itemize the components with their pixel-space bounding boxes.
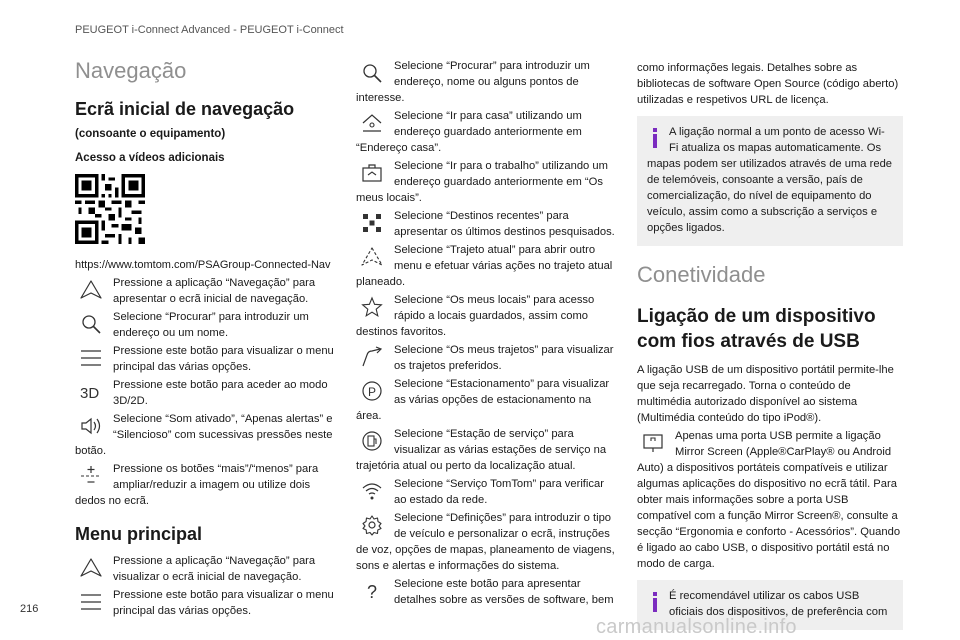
list-item: Pressione a aplicação “Navegação” para apresentar o ecrã inicial de navegação. — [75, 275, 343, 307]
info-icon — [647, 126, 663, 150]
list-item: Selecione “Definições” para introduzir o tipo de veículo e personalizar o ecrã, instruções de voz, opções de mapas, planeamento de viagens, sons e alertas e informações do sistema. — [356, 512, 615, 572]
column-3 — [637, 58, 903, 640]
list-item: Selecione “Ir para o trabalho” utilizando um endereço guardado anteriormente em “Os meus locais”. — [356, 160, 608, 204]
current-route-icon — [356, 243, 388, 271]
heading-nav-home: Ecrã inicial de navegação — [75, 99, 295, 119]
svg-text:P: P — [368, 385, 377, 399]
sound-icon — [75, 412, 107, 440]
list-item: Selecione “Os meus locais” para acesso rápido a locais guardados, assim como destinos favoritos. — [356, 294, 595, 338]
parking-icon — [356, 377, 388, 405]
3d-mode-icon — [75, 378, 107, 406]
recent-destinations-icon — [356, 209, 388, 237]
zoom-plus-minus-icon — [75, 462, 107, 490]
search-icon — [75, 310, 107, 338]
info-note: A ligação normal a um ponto de acesso Wi-Fi atualiza os mapas automaticamente. Os mapas podem ser utilizados através de uma rede de telemóveis, consoante a versão, país de comercialização, do nível de equipamento do veículo, assim como a subscrição a serviços e opções ligados. — [637, 116, 903, 246]
list-item: Selecione “Trajeto atual” para abrir outro menu e efetuar várias ações no trajeto atual planeado. — [356, 244, 613, 288]
list-item: Selecione “Procurar” para introduzir um endereço, nome ou alguns pontos de interesse. — [356, 60, 590, 104]
list-item: Selecione “Estação de serviço” para visualizar as várias estações de serviço na trajetória atual ou perto da localização atual. — [356, 428, 607, 472]
page-number: 216 — [20, 603, 39, 615]
list-item: ? Selecione este botão para apresentar detalhes sobre as versões de software, bem — [356, 576, 618, 608]
routes-icon — [356, 343, 388, 371]
list-item: Selecione “Destinos recentes” para apresentar os últimos destinos pesquisados. — [356, 208, 618, 240]
list-item: Selecione “Som ativado”, “Apenas alertas” e “Silencioso” com sucessivas pressões neste botão. — [75, 413, 333, 457]
list-item: Pressione a aplicação “Navegação” para visualizar o ecrã inicial de navegação. — [75, 553, 343, 585]
fuel-station-icon — [356, 427, 388, 455]
column-1 — [75, 58, 343, 621]
menu-icon — [75, 588, 107, 616]
heading-main-menu: Menu principal — [75, 524, 203, 544]
intro-paragraph: como informações legais. Detalhes sobre as bibliotecas de software Open Source (código aberto) utilizadas e respetivos URL de licença. — [637, 62, 899, 106]
list-item: Selecione “Procurar” para introduzir um endereço ou um nome. — [75, 309, 343, 341]
usb-phone-icon — [637, 429, 669, 457]
wifi-icon — [356, 477, 388, 505]
column-2 — [356, 58, 618, 610]
page-header: PEUGEOT i-Connect Advanced - PEUGEOT i-Connect — [75, 24, 344, 36]
list-item: Pressione os botões “mais”/“menos” para ampliar/reduzir a imagem ou utilize dois dedos no ecrã. — [75, 463, 319, 507]
list-item: 3D Pressione este botão para aceder ao modo 3D/2D. — [75, 377, 343, 409]
qr-code-icon[interactable] — [75, 174, 145, 244]
list-item: Selecione “Serviço TomTom” para verificar ao estado da rede. — [356, 476, 618, 508]
list-item: Selecione “Ir para casa” utilizando um endereço guardado anteriormente em “Endereço casa”. — [356, 110, 582, 154]
list-item: Pressione este botão para visualizar o menu principal das várias opções. — [75, 343, 343, 375]
info-note: É recomendável utilizar os cabos USB oficiais dos dispositivos, de preferência com — [637, 580, 903, 630]
watermark: carmanualsonline.info — [596, 616, 797, 638]
star-icon — [356, 293, 388, 321]
svg-text:?: ? — [367, 582, 378, 602]
settings-gear-icon — [356, 511, 388, 539]
list-item: Apenas uma porta USB permite a ligação Mirror Screen (Apple®CarPlay® ou Android Auto) a dispositivos portáteis compatíveis e utilizar algumas aplicações do dispositivo no ecrã tátil. Para obter mais informações sobre a porta USB compatível com a função Mirror Screen®, consulte a secção “Ergonomia e conforto - Acessórios”. Quando é ligado ao cabo USB, o dispositivo portátil está no modo de carga. — [637, 430, 901, 570]
menu-icon — [75, 344, 107, 372]
navigation-icon — [75, 554, 107, 582]
search-icon — [356, 59, 388, 87]
svg-text:3D: 3D — [80, 385, 100, 402]
section-title-navigation: Navegação — [75, 58, 187, 83]
tomtom-url[interactable]: https://www.tomtom.com/PSAGroup-Connected-Nav — [75, 259, 331, 271]
usb-paragraph: A ligação USB de um dispositivo portátil permite-lhe que seja recarregado. Torna o conteúdo de multimédia autorizado disponível ao sistema (Multimédia conteúdo do tipo iPod®). — [637, 364, 894, 424]
list-item: P Selecione “Estacionamento” para visualizar as várias opções de estacionamento na área. — [356, 378, 610, 422]
section-title-connectivity: Conetividade — [637, 262, 766, 287]
info-icon — [647, 590, 663, 614]
help-icon — [356, 577, 388, 605]
navigation-icon — [75, 276, 107, 304]
equipment-note: (consoante o equipamento) — [75, 128, 226, 140]
work-icon — [356, 159, 388, 187]
list-item: Selecione “Os meus trajetos” para visualizar os trajetos preferidos. — [356, 342, 618, 374]
list-item: Pressione este botão para visualizar o menu principal das várias opções. — [75, 587, 343, 619]
videos-label: Acesso a vídeos adicionais — [75, 152, 225, 164]
heading-usb-connection: Ligação de um dispositivo com fios através de USB — [637, 306, 876, 352]
home-icon — [356, 109, 388, 137]
